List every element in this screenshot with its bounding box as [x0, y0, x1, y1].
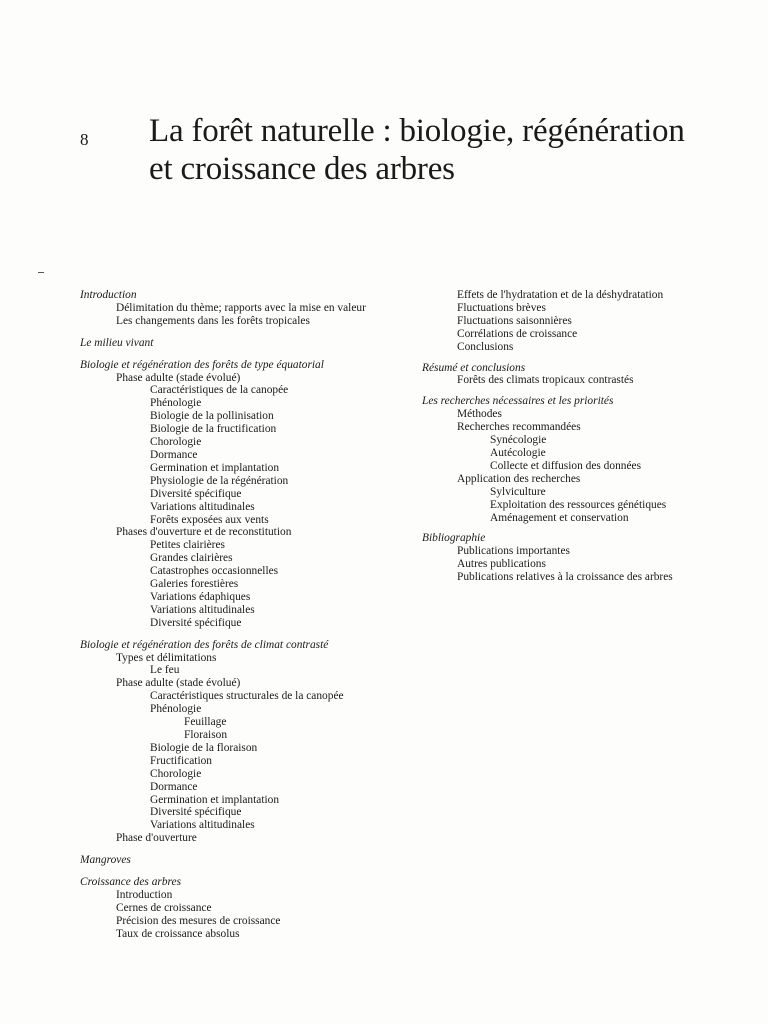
toc-entry: Application des recherches — [457, 472, 581, 485]
toc-entry: Fructification — [150, 754, 212, 767]
toc-entry: Dormance — [150, 448, 198, 461]
toc-section-heading: Biologie et régénération des forêts de type équatorial — [80, 358, 324, 371]
chapter-title-line-1: La forêt naturelle : biologie, régénération — [149, 113, 685, 149]
toc-entry: Aménagement et conservation — [490, 511, 629, 524]
toc-section-heading: Biologie et régénération des forêts de climat contrasté — [80, 638, 329, 651]
toc-entry: Caractéristiques structurales de la canopée — [150, 690, 344, 703]
toc-entry: Variations altitudinales — [150, 500, 255, 513]
toc-entry: Catastrophes occasionnelles — [150, 565, 279, 578]
toc-entry: Méthodes — [457, 408, 502, 421]
chapter-number: 8 — [80, 130, 89, 149]
margin-mark — [38, 272, 44, 273]
toc-section-heading: Croissance des arbres — [80, 876, 182, 889]
toc-entry: Effets de l'hydratation et de la déshydratation — [457, 289, 664, 301]
toc-entry: Conclusions — [457, 340, 514, 353]
toc-entry: Autres publications — [457, 558, 546, 571]
toc-entry: Petites clairières — [150, 539, 225, 552]
toc-entry: Forêts exposées aux vents — [150, 513, 269, 526]
toc-entry: Biologie de la pollinisation — [150, 410, 274, 423]
toc-entry: Recherches recommandées — [457, 421, 581, 434]
toc-entry: Chorologie — [150, 767, 202, 780]
toc-section-heading: Mangroves — [80, 854, 131, 867]
toc-entry: Caractéristiques de la canopée — [150, 384, 289, 397]
toc-entry: Fluctuations brèves — [457, 301, 546, 314]
toc-section-heading: Résumé et conclusions — [422, 361, 526, 374]
toc-entry: Le feu — [150, 664, 180, 677]
toc-entry: Les changements dans les forêts tropicales — [116, 314, 310, 327]
toc-left-column — [80, 289, 420, 941]
toc-entry: Galeries forestières — [150, 578, 239, 591]
toc-entry: Germination et implantation — [150, 461, 280, 474]
toc-entry: Biologie de la floraison — [150, 741, 258, 754]
toc-entry: Sylviculture — [490, 485, 546, 498]
toc-entry: Délimitation du thème; rapports avec la mise en valeur — [116, 301, 366, 314]
toc-entry: Cernes de croissance — [116, 901, 212, 914]
toc-entry: Physiologie de la régénération — [150, 474, 289, 487]
toc-entry: Dormance — [150, 780, 198, 793]
toc-entry: Phase adulte (stade évolué) — [116, 677, 241, 690]
toc-entry: Phase adulte (stade évolué) — [116, 371, 241, 384]
toc-entry: Phénologie — [150, 703, 202, 716]
toc-entry: Précision des mesures de croissance — [116, 914, 281, 927]
toc-entry: Synécologie — [490, 434, 547, 447]
toc-entry: Variations altitudinales — [150, 819, 255, 832]
toc-entry: Autécologie — [490, 446, 546, 459]
toc-section-heading: Les recherches nécessaires et les priorités — [422, 395, 614, 408]
toc-entry: Forêts des climats tropicaux contrastés — [457, 374, 634, 387]
toc-entry: Biologie de la fructification — [150, 423, 277, 436]
toc-entry: Variations altitudinales — [150, 603, 255, 616]
toc-entry: Fluctuations saisonnières — [457, 314, 572, 327]
toc-entry: Taux de croissance absolus — [116, 927, 240, 940]
toc-entry: Publications importantes — [457, 545, 570, 558]
chapter-title-line-2: et croissance des arbres — [149, 151, 455, 187]
toc-entry: Collecte et diffusion des données — [490, 459, 641, 472]
toc-entry: Corrélations de croissance — [457, 327, 578, 340]
toc-entry: Variations édaphiques — [150, 590, 251, 603]
toc-entry: Introduction — [116, 888, 173, 901]
toc-entry: Types et délimitations — [116, 651, 217, 664]
toc-entry: Phase d'ouverture — [116, 832, 197, 845]
toc-entry: Phénologie — [150, 397, 202, 410]
toc-entry: Diversité spécifique — [150, 806, 242, 819]
chapter-title — [149, 112, 685, 188]
toc-entry: Floraison — [184, 729, 228, 741]
toc-entry: Exploitation des ressources génétiques — [490, 498, 667, 511]
toc-entry: Germination et implantation — [150, 793, 280, 806]
toc-right-column — [422, 289, 722, 584]
toc-entry: Diversité spécifique — [150, 487, 242, 500]
toc-section-heading: Bibliographie — [422, 532, 486, 545]
toc-entry: Chorologie — [150, 436, 202, 449]
toc-entry: Grandes clairières — [150, 552, 233, 565]
toc-entry: Feuillage — [184, 716, 227, 729]
toc-section-heading: Introduction — [80, 289, 137, 301]
toc-entry: Phases d'ouverture et de reconstitution — [116, 526, 292, 539]
toc-entry: Diversité spécifique — [150, 616, 242, 629]
toc-entry: Publications relatives à la croissance des arbres — [457, 571, 673, 584]
toc-section-heading: Le milieu vivant — [80, 336, 154, 349]
